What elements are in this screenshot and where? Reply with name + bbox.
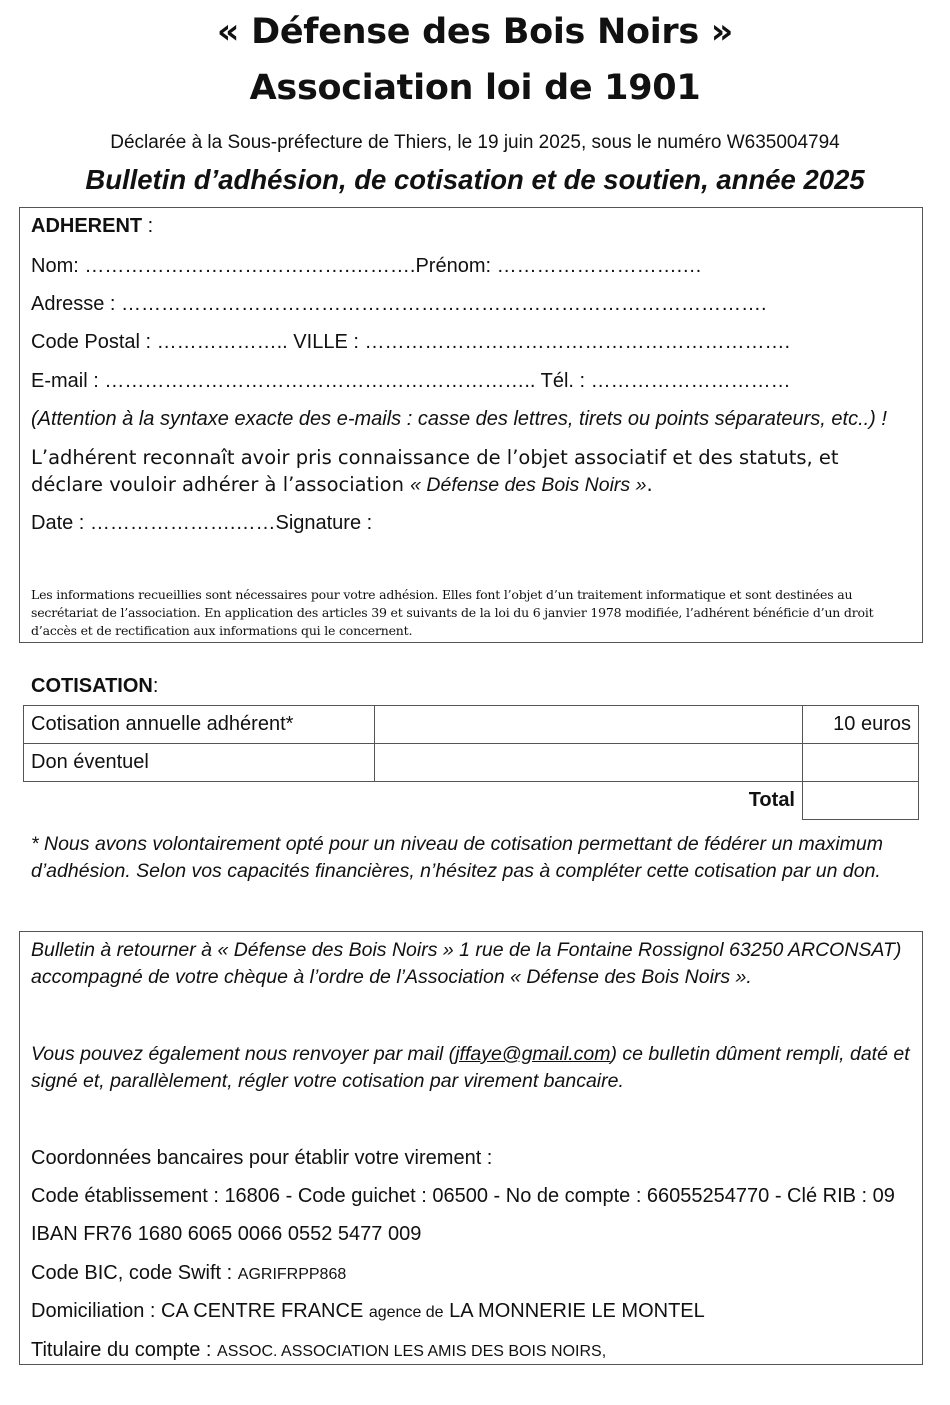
cotisation-label: Cotisation annuelle adhérent*	[24, 706, 375, 744]
account-holder: Titulaire du compte : ASSOC. ASSOCIATION LES AMIS DES BOIS NOIRS,	[31, 1339, 607, 1361]
acknowledgement-text: L’adhérent reconnaît avoir pris connaissance de l’objet associatif et des statuts, et déclare vouloir adhérer à l’association « Défense des Bois Noirs ».	[31, 446, 839, 496]
domiciliation: Domiciliation : CA CENTRE FRANCE agence de LA MONNERIE LE MONTEL	[31, 1300, 705, 1322]
empty-cell	[24, 782, 375, 820]
total-field[interactable]	[803, 782, 919, 820]
declaration-text: Déclarée à la Sous-préfecture de Thiers, le 19 juin 2025, sous le numéro W635004794	[110, 132, 840, 153]
return-address-text: Bulletin à retourner à « Défense des Bois Noirs » 1 rue de la Fontaine Rossignol 63250 ARCONSAT) accompagné de votre chèque à l’ordre de l’Association « Défense des Bois Noirs ».	[31, 939, 902, 988]
iban: IBAN FR76 1680 6065 0066 0552 5477 009	[31, 1223, 422, 1245]
email-tel-field[interactable]: E-mail : ……………………………………………………….. Tél. : …………………………	[31, 370, 791, 392]
date-signature-field[interactable]: Date : ………………….……Signature :	[31, 512, 373, 534]
cotisation-amount: 10 euros	[803, 706, 919, 744]
don-amount-field[interactable]	[803, 744, 919, 782]
bic-code: Code BIC, code Swift : AGRIFRPP868	[31, 1262, 347, 1284]
table-row	[24, 706, 919, 744]
bank-heading: Coordonnées bancaires pour établir votre virement :	[31, 1147, 493, 1169]
document-subtitle: Association loi de 1901	[249, 68, 701, 108]
don-label: Don éventuel	[24, 744, 375, 782]
cotisation-table	[23, 705, 919, 820]
email-warning: (Attention à la syntaxe exacte des e-mails : casse des lettres, tirets ou points séparateurs, etc..) !	[31, 408, 887, 430]
document-title: « Défense des Bois Noirs »	[216, 12, 734, 52]
code-postal-ville-field[interactable]: Code Postal : ……………….. VILLE : ……………………………………………………….	[31, 331, 791, 353]
nom-prenom-field[interactable]: Nom: ………………………………….……….Prénom: ……………………….…	[31, 255, 703, 277]
mail-link[interactable]: jffaye@gmail.com	[455, 1043, 611, 1065]
total-label: Total	[748, 789, 795, 812]
adherent-heading: ADHERENT :	[31, 215, 154, 237]
table-row	[24, 744, 919, 782]
privacy-notice: Les informations recueillies sont nécessaires pour votre adhésion. Elles font l’objet d’un traitement informatique et sont destinées au secrétariat de l’association. En application des articles 39 et suivants de la loi du 6 janvier 1978 modifiée, l’adhérent bénéficie d’un droit d’accès et de rectification aux informations qui le concernent.	[31, 587, 874, 638]
don-middle-cell[interactable]	[375, 744, 803, 782]
adresse-field[interactable]: Adresse : …………………………………………………………………………………….	[31, 293, 767, 315]
cotisation-heading: COTISATION:	[31, 675, 159, 697]
bank-codes: Code établissement : 16806 - Code guichet : 06500 - No de compte : 66055254770 - Clé RIB : 09	[31, 1185, 895, 1207]
mail-instructions: Vous pouvez également nous renvoyer par mail (jffaye@gmail.com) ce bulletin dûment rempli, daté et signé et, parallèlement, régler votre cotisation par virement bancaire.	[31, 1043, 910, 1092]
bulletin-title: Bulletin d’adhésion, de cotisation et de soutien, année 2025	[85, 164, 865, 195]
table-row	[24, 782, 919, 820]
cotisation-footnote: * Nous avons volontairement opté pour un niveau de cotisation permettant de fédérer un maximum d’adhésion. Selon vos capacités financières, n’hésitez pas à compléter cette cotisation par un don.	[31, 833, 883, 882]
cotisation-middle-cell	[375, 706, 803, 744]
